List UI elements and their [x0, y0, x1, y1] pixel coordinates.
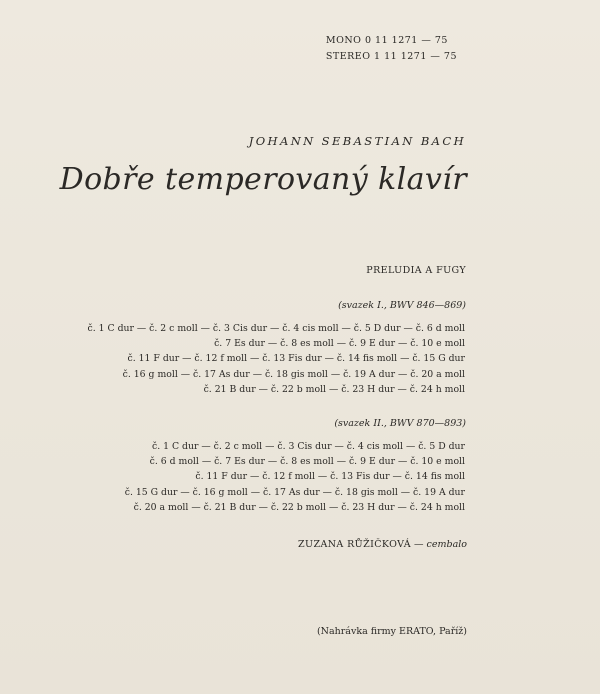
volume-2-line: č. 15 G dur — č. 16 g moll — č. 17 As dur — č. 18 gis moll — č. 19 A dur [124, 486, 465, 498]
recording-credit: (Nahrávka firmy ERATO, Paříž) [316, 626, 467, 637]
work-title: Dobře temperovaný klavír [59, 162, 467, 197]
volume-2-list [125, 439, 465, 515]
catalog-numbers [326, 33, 457, 65]
performer-instrument: cembalo [426, 539, 467, 550]
volume-1-line: č. 21 B dur — č. 22 b moll — č. 23 H dur — č. 24 h moll [203, 383, 465, 395]
volume-2-line: č. 6 d moll — č. 7 Es dur — č. 8 es moll — č. 9 E dur — č. 10 e moll [149, 456, 465, 468]
volume-2-line: č. 11 F dur — č. 12 f moll — č. 13 Fis dur — č. 14 fis moll [195, 471, 465, 483]
volume-1-note: (svazek I., BWV 846—869) [338, 300, 466, 311]
catalog-stereo: STEREO 1 11 1271 — 75 [325, 51, 457, 62]
performer-separator: — [414, 539, 424, 550]
volume-1-line: č. 16 g moll — č. 17 As dur — č. 18 gis moll — č. 19 A dur — č. 20 a moll [122, 368, 465, 380]
volume-1-line: č. 11 F dur — č. 12 f moll — č. 13 Fis dur — č. 14 fis moll — č. 15 G dur [127, 353, 465, 365]
volume-1-line: č. 7 Es dur — č. 8 es moll — č. 9 E dur — č. 10 e moll [214, 338, 465, 350]
volume-1-line: č. 1 C dur — č. 2 c moll — č. 3 Cis dur — č. 4 cis moll — č. 5 D dur — č. 6 d moll [87, 323, 465, 334]
work-subtitle: PRELUDIA A FUGY [366, 265, 466, 276]
catalog-mono: MONO 0 11 1271 — 75 [325, 35, 448, 46]
volume-2-line: č. 1 C dur — č. 2 c moll — č. 3 Cis dur — č. 4 cis moll — č. 5 D dur [152, 441, 465, 452]
performer-credit [298, 539, 467, 550]
volume-1-list [88, 321, 465, 397]
volume-2-line: č. 20 a moll — č. 21 B dur — č. 22 b moll — č. 23 H dur — č. 24 h moll [133, 501, 465, 513]
performer-name: ZUZANA RŮŽIČKOVÁ [298, 539, 412, 550]
composer-name: JOHANN SEBASTIAN BACH [248, 134, 466, 148]
volume-2-note: (svazek II., BWV 870—893) [334, 418, 466, 429]
